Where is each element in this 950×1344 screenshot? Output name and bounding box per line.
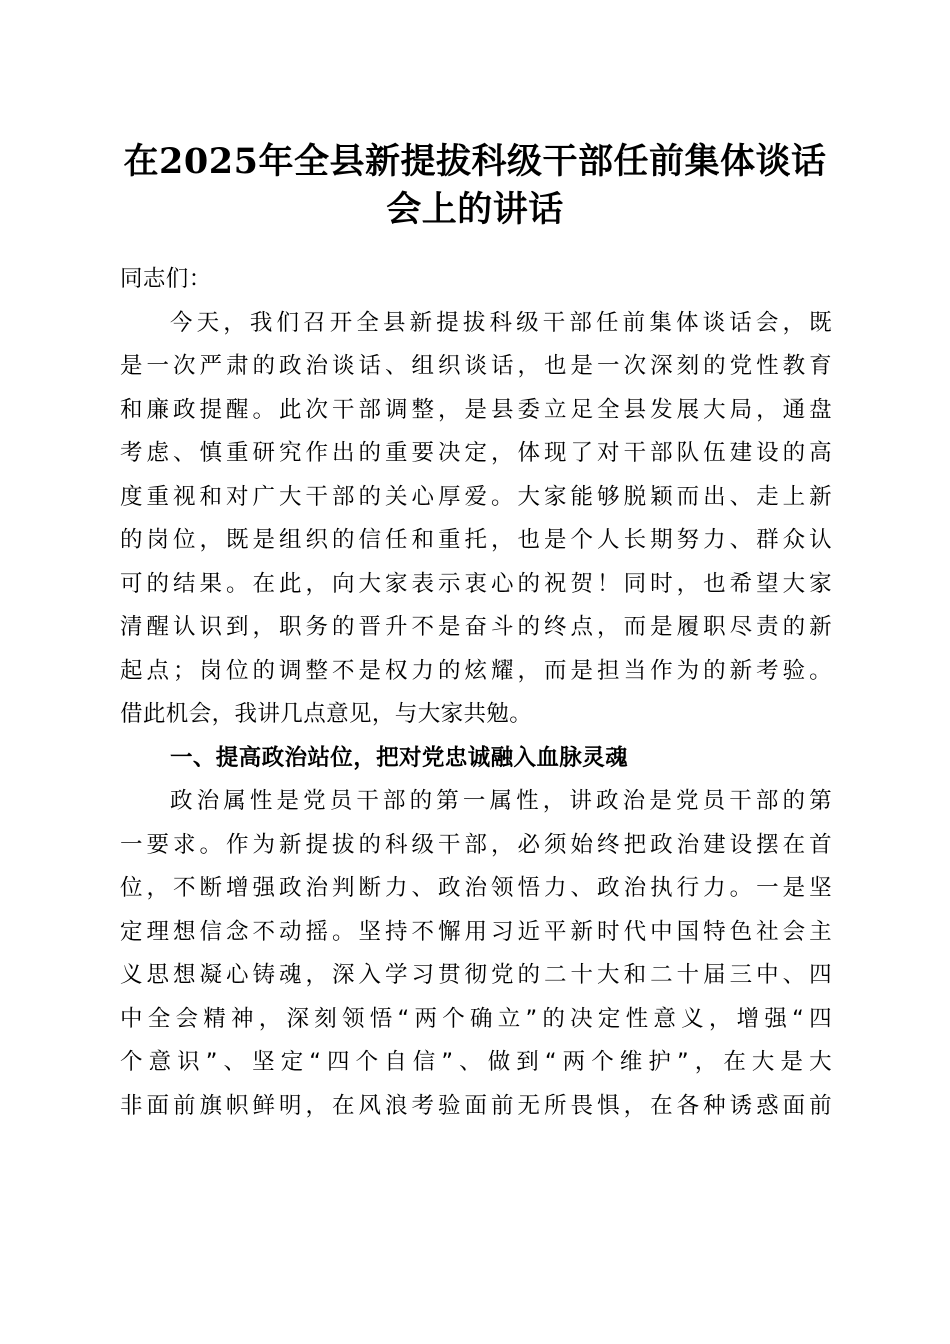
paragraph-2-line: 位，不断增强政治判断力、政治领悟力、政治执行力。一是坚 (120, 875, 832, 901)
section-1-heading: 一、提高政治站位，把对党忠诚融入血脉灵魂 (170, 744, 629, 771)
paragraph-2-line: 政治属性是党员干部的第一属性，讲政治是党员干部的第 (170, 788, 832, 814)
paragraph-1-line: 起点；岗位的调整不是权力的炫耀，而是担当作为的新考验。 (120, 657, 832, 684)
paragraph-2-line: 义思想凝心铸魂，深入学习贯彻党的二十大和二十届三中、四 (120, 962, 832, 988)
paragraph-1-line: 的岗位，既是组织的信任和重托，也是个人长期努力、群众认 (120, 527, 832, 553)
document-title (100, 138, 850, 234)
paragraph-1-line: 度重视和对广大干部的关心厚爱。大家能够脱颖而出、走上新 (120, 483, 832, 510)
paragraph-1-line: 和廉政提醒。此次干部调整，是县委立足全县发展大局，通盘 (120, 396, 832, 423)
paragraph-2-line: 一要求。作为新提拔的科级干部，必须始终把政治建设摆在首 (120, 831, 832, 858)
salutation: 同志们： (120, 266, 212, 292)
paragraph-1-line: 可的结果。在此，向大家表示衷心的祝贺！同时，也希望大家 (120, 570, 832, 597)
paragraph-2-line: 定理想信念不动摇。坚持不懈用习近平新时代中国特色社会主 (120, 918, 832, 945)
title-line-1: 在2025年全县新提拔科级干部任前集体谈话 (123, 141, 827, 182)
document-body (120, 258, 832, 1128)
paragraph-1-line: 考虑、慎重研究作出的重要决定，体现了对干部队伍建设的高 (120, 440, 832, 466)
paragraph-1-line: 是一次严肃的政治谈话、组织谈话，也是一次深刻的党性教育 (120, 353, 832, 379)
paragraph-2-line: 中全会精神，深刻领悟“两个确立”的决定性意义，增强“四 (120, 1005, 832, 1032)
paragraph-2-line: 非面前旗帜鲜明，在风浪考验面前无所畏惧，在各种诱惑面前 (120, 1092, 832, 1119)
paragraph-1-line: 今天，我们召开全县新提拔科级干部任前集体谈话会，既 (170, 309, 832, 336)
title-line-2: 会上的讲话 (386, 189, 564, 230)
paragraph-2-line: 个意识”、坚定“四个自信”、做到“两个维护”，在大是大 (120, 1049, 832, 1075)
paragraph-1-line: 清醒认识到，职务的晋升不是奋斗的终点，而是履职尽责的新 (120, 614, 832, 640)
paragraph-1-line: 借此机会，我讲几点意见，与大家共勉。 (120, 701, 533, 727)
